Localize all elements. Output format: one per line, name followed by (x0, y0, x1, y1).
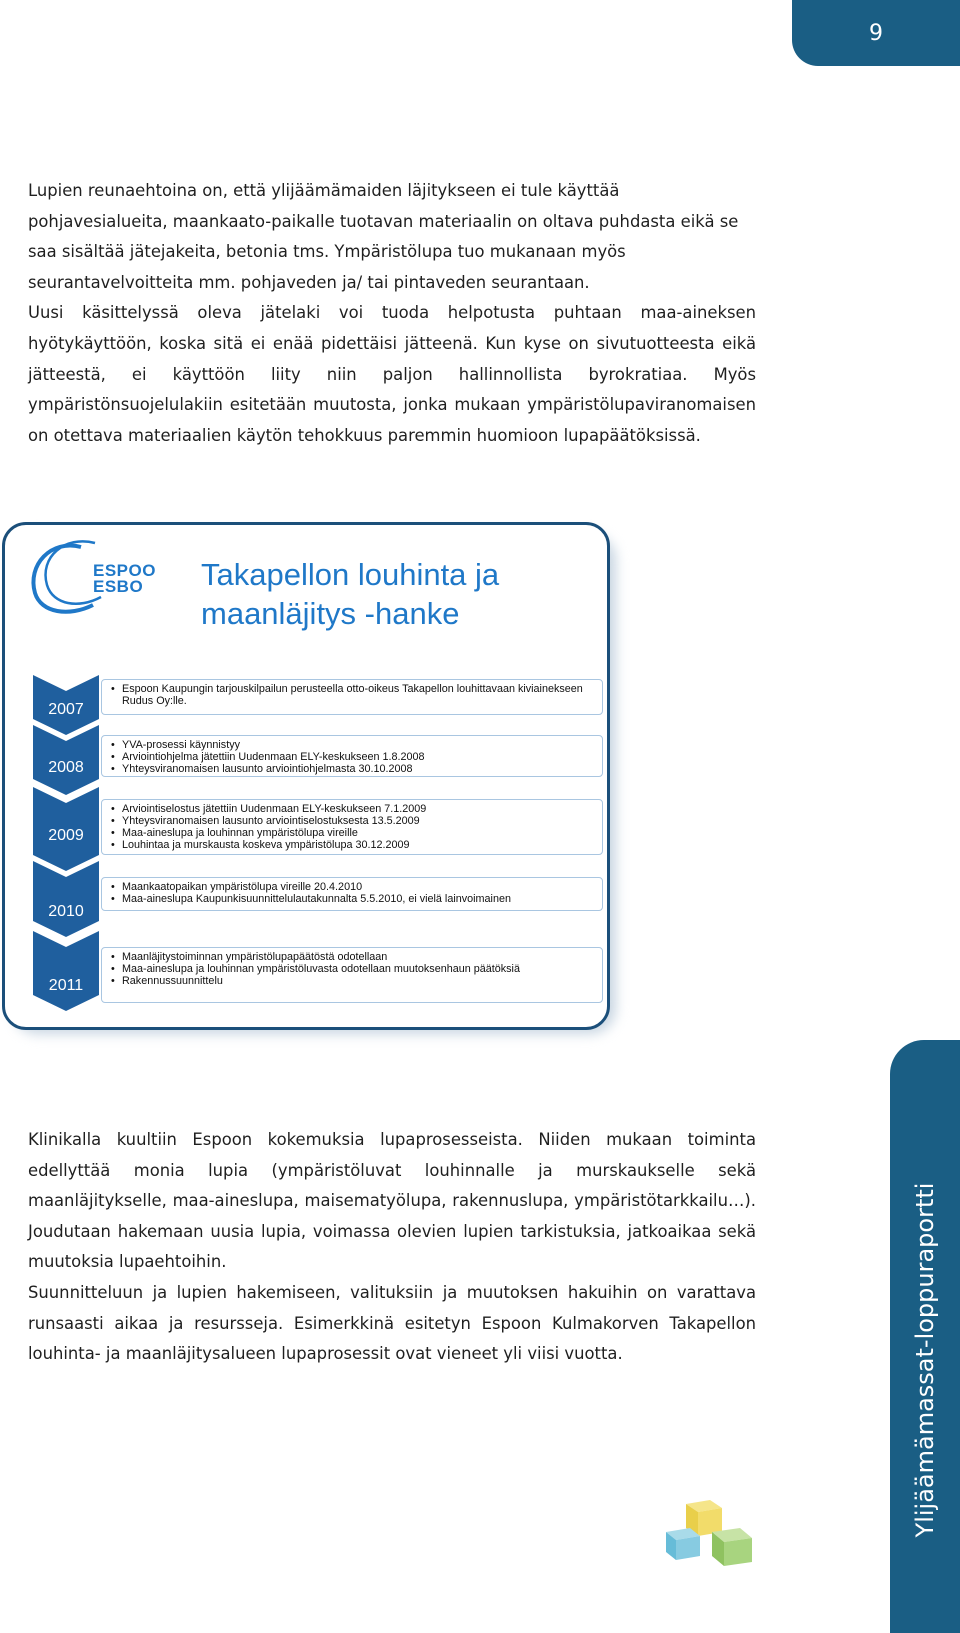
timeline-item: • Maankaatopaikan ympäristölupa vireille 20.4.2010 (122, 881, 596, 893)
figure-title-line: maanläjitys -hanke (201, 596, 460, 631)
year-label: 2007 (48, 701, 84, 718)
timeline-box (101, 947, 603, 1003)
timeline-row (33, 725, 610, 787)
timeline-row (33, 787, 610, 863)
timeline-item: • Yhteysviranomaisen lausunto arviointiselostuksesta 13.5.2009 (122, 815, 596, 827)
timeline-row (33, 675, 610, 727)
logo-line: ESBO (93, 577, 144, 596)
bottom-text (28, 1125, 756, 1370)
timeline-item: • Maa-aineslupa ja louhinnan ympäristöluvasta odotellaan muutoksenhaun päätöksiä (122, 963, 596, 975)
timeline-item: • Yhteysviranomaisen lausunto arviointiohjelmasta 30.10.2008 (122, 763, 596, 775)
timeline-item: • Maa-aineslupa Kaupunkisuunnittelulautakunnalta 5.5.2010, ei vielä lainvoimainen (122, 893, 596, 905)
timeline-box (101, 679, 603, 715)
page-number: 9 (869, 20, 883, 46)
top-text (28, 176, 756, 451)
year-label: 2011 (48, 977, 84, 994)
chevron-down-icon (33, 931, 99, 1011)
paragraph: Lupien reunaehtoina on, että ylijäämämaiden läjitykseen ei tule käyttää pohjavesialueita, maankaato-paikalle tuotavan materiaalin on oltava puhdasta eikä se saa sisältää jätejakeita, betonia tms. Ympäristölupa tuo mukanaan myös seurantavelvoitteita mm. pohjaveden ja/ tai pintaveden seurantaan. (28, 181, 739, 292)
figure-title-line: Takapellon louhinta ja (201, 557, 500, 592)
timeline-item: • Louhintaa ja murskausta koskeva ympäristölupa 30.12.2009 (122, 839, 596, 851)
figure-frame (2, 522, 610, 1030)
logo-text (93, 563, 156, 595)
project-figure (0, 520, 620, 1038)
side-tab (890, 1040, 960, 1633)
paragraph: Suunnitteluun ja lupien hakemiseen, valituksiin ja muutoksen hakuihin on varattava runsaasti aikaa ja resursseja. Esimerkkinä esitetyn Espoon Kulmakorven Takapellon louhinta- ja maanläjitysalueen lupaprosessit ovat vieneet yli viisi vuotta. (28, 1282, 756, 1364)
paragraph: Uusi käsittelyssä oleva jätelaki voi tuoda helpotusta puhtaan maa-aineksen hyötykäyttöön, koska sitä ei enää pidettäisi jätteenä. Kun kyse on sivutuotteesta eikä jätteestä, ei käyttöön liity niin paljon hallinnollista byrokratiaa. Myös ympäristönsuojelulakiin esitetään muutosta, jonka mukaan ympäristölupaviranomaisen on otettava materiaalien käytön tehokkuus paremmin huomioon lupapäätöksissä. (28, 303, 756, 445)
timeline-box (101, 877, 603, 911)
timeline-item: • Arviointiselostus jätettiin Uudenmaan ELY-keskukseen 7.1.2009 (122, 803, 596, 815)
timeline-item: • Espoon Kaupungin tarjouskilpailun perusteella otto-oikeus Takapellon louhittavaan kiviainekseen Rudus Oy:lle. (122, 683, 596, 707)
timeline-item: • Rakennussuunnittelu (122, 975, 596, 987)
timeline-item: • YVA-prosessi käynnistyy (122, 739, 596, 751)
cubes-logo-icon (664, 1498, 764, 1568)
timeline-item: • Arviointiohjelma jätettiin Uudenmaan ELY-keskukseen 1.8.2008 (122, 751, 596, 763)
side-tab-title: Ylijäämämassat-loppuraportti (911, 1182, 939, 1538)
paragraph: Klinikalla kuultiin Espoon kokemuksia lupaprosesseista. Niiden mukaan toiminta edellyttää monia lupia (ympäristöluvat louhinnalle ja murskaukselle sekä maanläjitykselle, maa-aineslupa, maisematyölupa, rakennuslupa, ympäristötarkkailu…). Joudutaan hakemaan uusia lupia, voimassa olevien lupien tarkistuksia, jatkoaikaa sekä muutoksia lupaehtoihin. (28, 1130, 756, 1272)
year-label: 2009 (48, 827, 84, 844)
page-number-tab (792, 0, 960, 66)
year-label: 2010 (48, 903, 84, 920)
timeline-item: • Maanläjitystoiminnan ympäristölupapäätöstä odotellaan (122, 951, 596, 963)
chevron-down-icon (33, 861, 99, 937)
timeline-box (101, 799, 603, 855)
logo-line: ESPOO (93, 561, 156, 580)
figure-title (201, 555, 499, 633)
timeline-item: • Maa-aineslupa ja louhinnan ympäristölupa vireille (122, 827, 596, 839)
year-label: 2008 (48, 759, 84, 776)
timeline-box (101, 735, 603, 777)
timeline-row (33, 861, 610, 927)
timeline-row (33, 931, 610, 1005)
